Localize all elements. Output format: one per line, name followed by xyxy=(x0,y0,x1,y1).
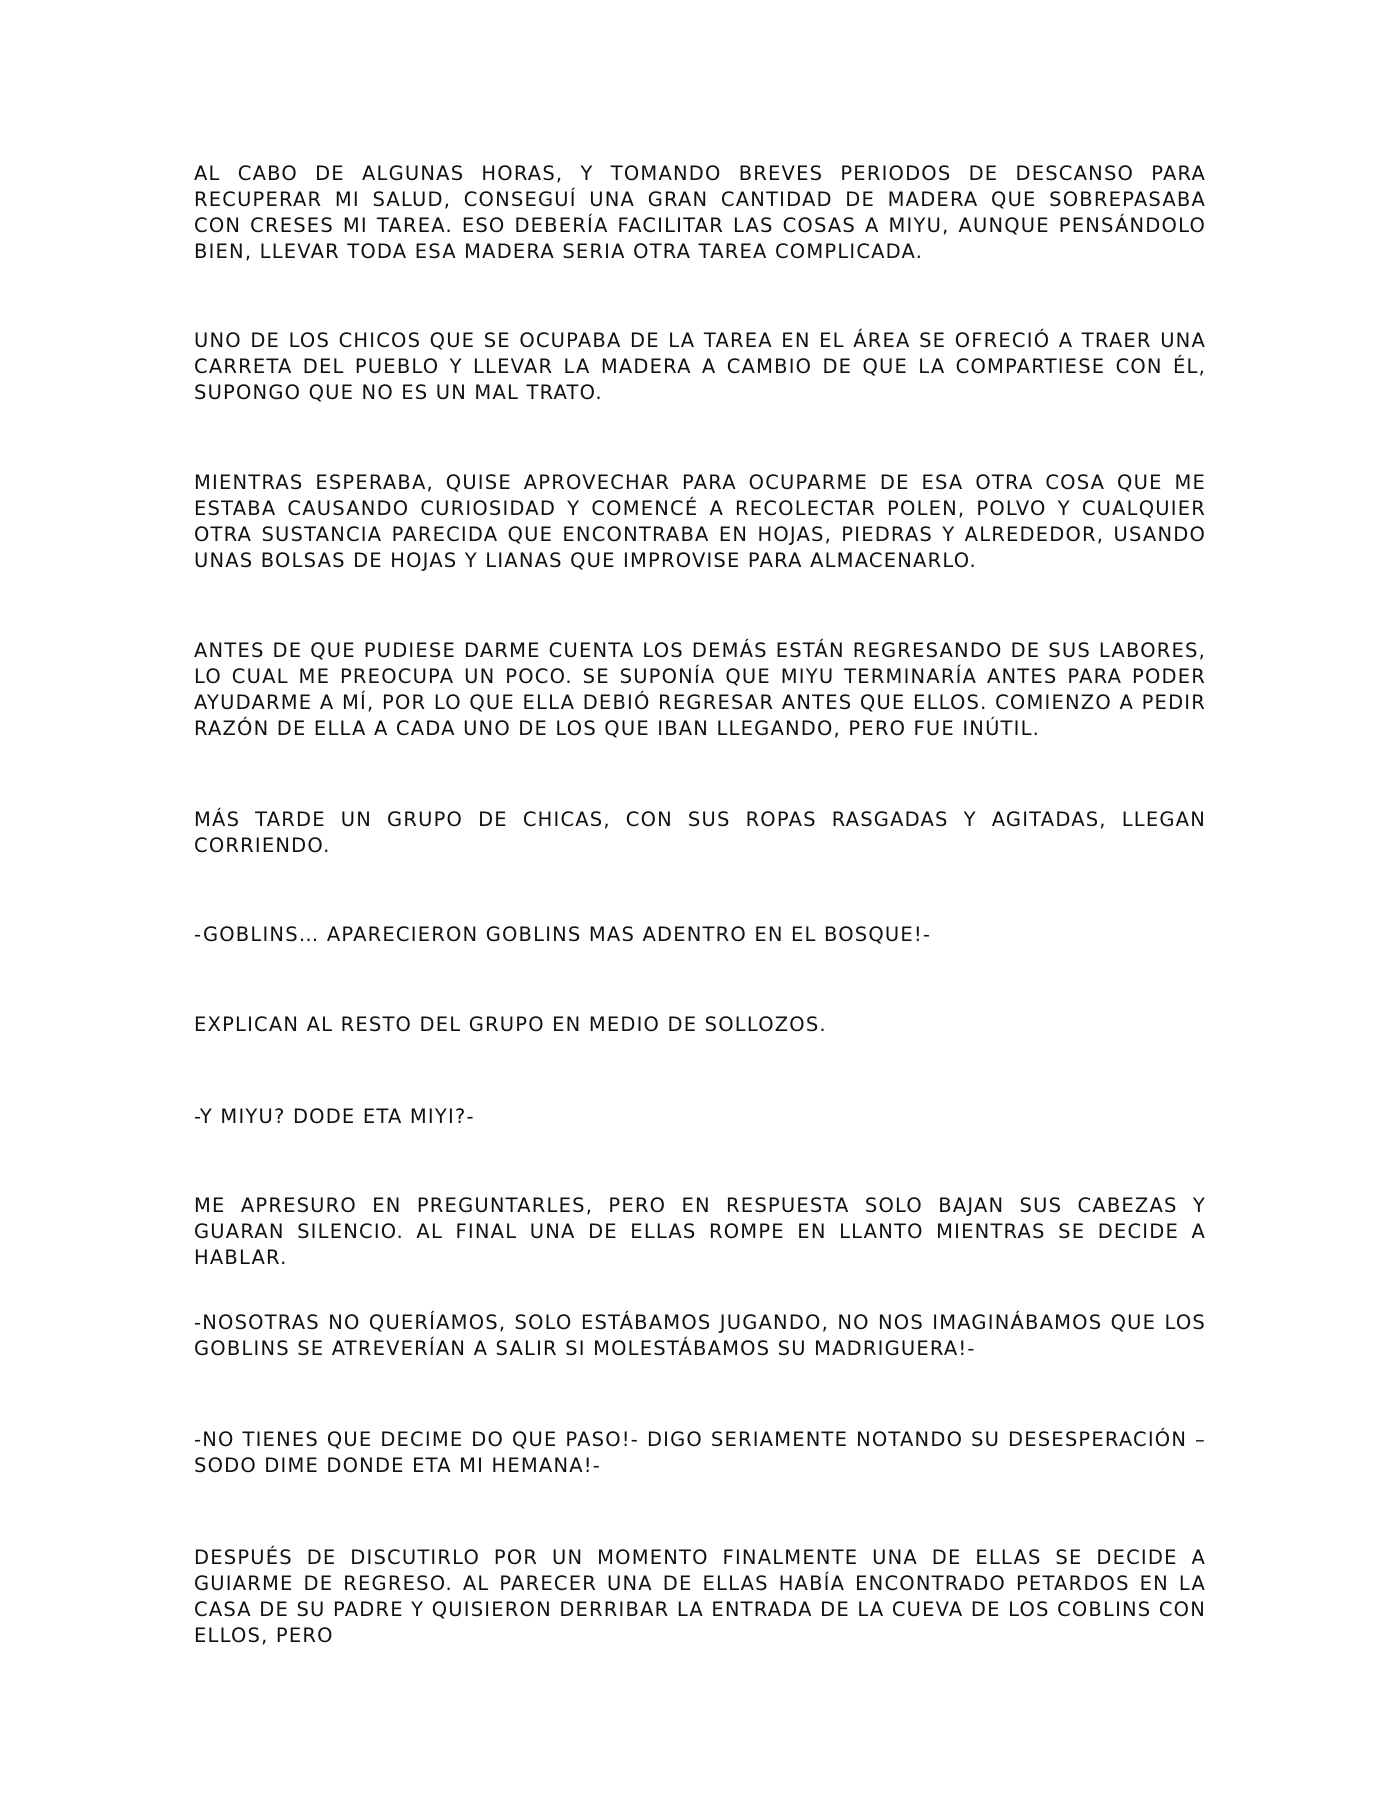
paragraph: ANTES DE QUE PUDIESE DARME CUENTA LOS DEMÁS ESTÁN REGRESANDO DE SUS LABORES, LO CUAL ME PREOCUPA UN POCO. SE SUPONÍA QUE MIYU TERMINARÍA ANTES PARA PODER AYUDARME A MÍ, POR LO QUE ELLA DEBIÓ REGRESAR ANTES QUE ELLOS. COMIENZO A PEDIR RAZÓN DE ELLA A CADA UNO DE LOS QUE IBAN LLEGANDO, PERO FUE INÚTIL. xyxy=(194,639,1206,740)
paragraph: UNO DE LOS CHICOS QUE SE OCUPABA DE LA TAREA EN EL ÁREA SE OFRECIÓ A TRAER UNA CARRETA DEL PUEBLO Y LLEVAR LA MADERA A CAMBIO DE QUE LA COMPARTIESE CON ÉL, SUPONGO QUE NO ES UN MAL TRATO. xyxy=(194,329,1206,404)
paragraph: EXPLICAN AL RESTO DEL GRUPO EN MEDIO DE SOLLOZOS. xyxy=(194,1013,827,1036)
paragraph: MÁS TARDE UN GRUPO DE CHICAS, CON SUS ROPAS RASGADAS Y AGITADAS, LLEGAN CORRIENDO. xyxy=(194,808,1206,857)
paragraph: DESPUÉS DE DISCUTIRLO POR UN MOMENTO FINALMENTE UNA DE ELLAS SE DECIDE A GUIARME DE REGRESO. AL PARECER UNA DE ELLAS HABÍA ENCONTRADO PETARDOS EN LA CASA DE SU PADRE Y QUISIERON DERRIBAR LA ENTRADA DE LA CUEVA DE LOS COBLINS CON ELLOS, PERO xyxy=(194,1546,1206,1647)
dialogue-line: -NOSOTRAS NO QUERÍAMOS, SOLO ESTÁBAMOS JUGANDO, NO NOS IMAGINÁBAMOS QUE LOS GOBLINS SE ATREVERÍAN A SALIR SI MOLESTÁBAMOS SU MADRIGUERA!- xyxy=(194,1311,1206,1360)
paragraph: ME APRESURO EN PREGUNTARLES, PERO EN RESPUESTA SOLO BAJAN SUS CABEZAS Y GUARAN SILENCIO. AL FINAL UNA DE ELLAS ROMPE EN LLANTO MIENTRAS SE DECIDE A HABLAR. xyxy=(194,1194,1206,1269)
dialogue-line: -NO TIENES QUE DECIME DO QUE PASO!- DIGO SERIAMENTE NOTANDO SU DESESPERACIÓN – SODO DIME DONDE ETA MI HEMANA!- xyxy=(194,1428,1206,1477)
dialogue-line: -Y MIYU? DODE ETA MIYI?- xyxy=(194,1105,475,1128)
paragraph: MIENTRAS ESPERABA, QUISE APROVECHAR PARA OCUPARME DE ESA OTRA COSA QUE ME ESTABA CAUSANDO CURIOSIDAD Y COMENCÉ A RECOLECTAR POLEN, POLVO Y CUALQUIER OTRA SUSTANCIA PARECIDA QUE ENCONTRABA EN HOJAS, PIEDRAS Y ALREDEDOR, USANDO UNAS BOLSAS DE HOJAS Y LIANAS QUE IMPROVISE PARA ALMACENARLO. xyxy=(194,471,1206,572)
paragraph: AL CABO DE ALGUNAS HORAS, Y TOMANDO BREVES PERIODOS DE DESCANSO PARA RECUPERAR MI SALUD, CONSEGUÍ UNA GRAN CANTIDAD DE MADERA QUE SOBREPASABA CON CRESES MI TAREA. ESO DEBERÍA FACILITAR LAS COSAS A MIYU, AUNQUE PENSÁNDOLO BIEN, LLEVAR TODA ESA MADERA SERIA OTRA TAREA COMPLICADA. xyxy=(194,162,1206,263)
dialogue-line: -GOBLINS… APARECIERON GOBLINS MAS ADENTRO EN EL BOSQUE!- xyxy=(194,923,932,946)
